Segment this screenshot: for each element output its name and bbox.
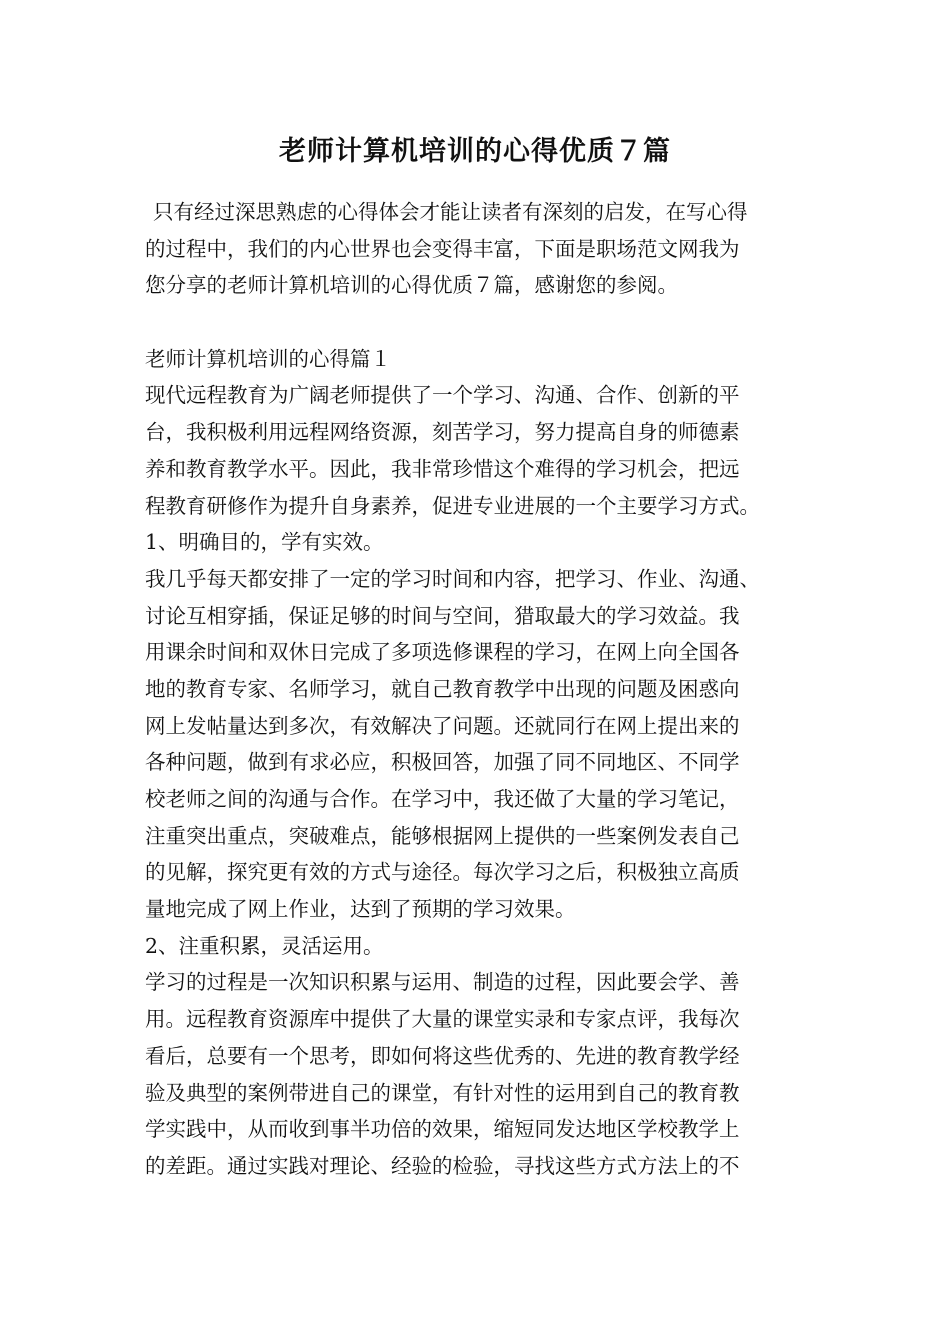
intro-line: 您分享的老师计算机培训的心得优质７篇，感谢您的参阅。 xyxy=(145,273,678,298)
subheading: 1、明确目的，学有实效。 xyxy=(145,530,384,555)
body-line: 的见解，探究更有效的方式与途径。每次学习之后，积极独立高质 xyxy=(145,860,740,885)
body-line: 看后，总要有一个思考，即如何将这些优秀的、先进的教育教学经 xyxy=(145,1043,740,1068)
body-line: 地的教育专家、名师学习，就自己教育教学中出现的问题及困惑向 xyxy=(145,676,740,701)
intro-line: 的过程中，我们的内心世界也会变得丰富，下面是职场范文网我为 xyxy=(145,236,740,261)
body-line: 学习的过程是一次知识积累与运用、制造的过程，因此要会学、善 xyxy=(145,970,740,995)
body-line: 网上发帖量达到多次，有效解决了问题。还就同行在网上提出来的 xyxy=(145,713,740,738)
body-line: 量地完成了网上作业，达到了预期的学习效果。 xyxy=(145,897,576,922)
body-line: 用。远程教育资源库中提供了大量的课堂实录和专家点评，我每次 xyxy=(145,1007,740,1032)
document-body xyxy=(145,194,815,1185)
body-line: 的差距。通过实践对理论、经验的检验，寻找这些方式方法上的不 xyxy=(145,1153,740,1178)
document-title: 老师计算机培训的心得优质７篇 xyxy=(279,136,671,167)
body-line: 各种问题，做到有求必应，积极回答，加强了同不同地区、不同学 xyxy=(145,750,740,775)
body-line: 养和教育教学水平。因此，我非常珍惜这个难得的学习机会，把远 xyxy=(145,456,740,481)
paragraph-spacer xyxy=(145,304,815,341)
intro-line: 只有经过深思熟虑的心得体会才能让读者有深刻的启发，在写心得 xyxy=(153,200,748,224)
body-line: 程教育研修作为提升自身素养，促进专业进展的一个主要学习方式。 xyxy=(145,493,760,518)
body-line: 学实践中，从而收到事半功倍的效果，缩短同发达地区学校教学上 xyxy=(145,1117,740,1142)
body-line: 台，我积极利用远程网络资源，刻苦学习，努力提高自身的师德素 xyxy=(145,420,740,445)
section-heading: 老师计算机培训的心得篇１ xyxy=(145,346,391,371)
body-line: 用课余时间和双休日完成了多项选修课程的学习，在网上向全国各 xyxy=(145,640,740,665)
body-line: 我几乎每天都安排了一定的学习时间和内容，把学习、作业、沟通、 xyxy=(145,566,760,591)
body-line: 现代远程教育为广阔老师提供了一个学习、沟通、合作、创新的平 xyxy=(145,383,740,408)
subheading: 2、注重积累，灵活运用。 xyxy=(145,933,384,958)
body-line: 验及典型的案例带进自己的课堂，有针对性的运用到自己的教育教 xyxy=(145,1080,740,1105)
body-line: 注重突出重点，突破难点，能够根据网上提供的一些案例发表自己 xyxy=(145,823,740,848)
body-line: 校老师之间的沟通与合作。在学习中，我还做了大量的学习笔记， xyxy=(145,787,740,811)
body-line: 讨论互相穿插，保证足够的时间与空间，猎取最大的学习效益。我 xyxy=(145,603,740,628)
